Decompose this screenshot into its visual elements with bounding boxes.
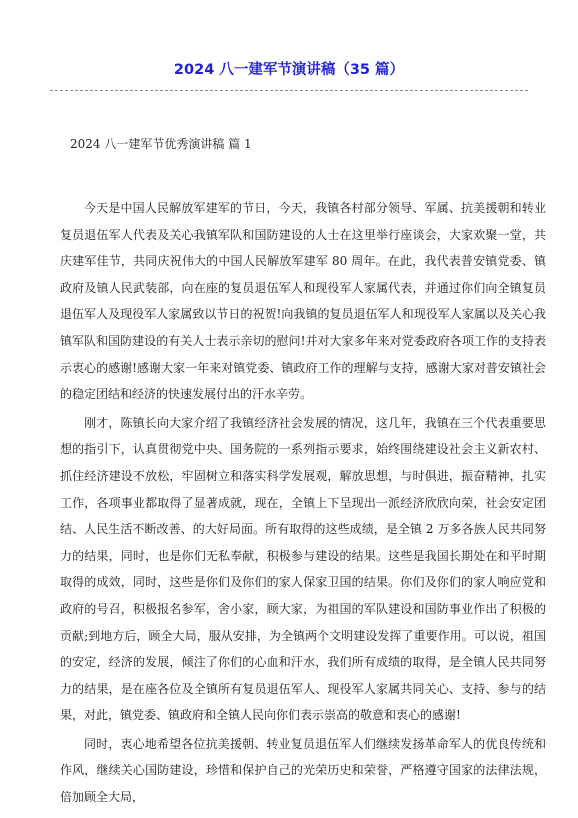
paragraph-3: 同时，衷心地希望各位抗美援朝、转业复员退伍军人们继续发扬革命军人的优良传统和作风，继续关心国防建设，珍惜和保护自己的光荣历史和荣誉，严格遵守国家的法律法规，倍加顾全大局， <box>60 736 546 805</box>
section-heading: 2024 八一建军节优秀演讲稿 篇 1 <box>70 137 252 151</box>
document-title: 2024 八一建军节演讲稿（35 篇） <box>173 62 405 78</box>
paragraph-2: 刚才，陈镇长向大家介绍了我镇经济社会发展的情况，这几年，我镇在三个代表重要思想的指引下，认真贯彻党中央、国务院的一系列指示要求，始终围绕建设社会主义新农村、抓住经济建设不放松，牢固树立和落实科学发展观，解放思想，与时俱进，振奋精神，扎实工作，各项事业都取得了显著成就，现在，全镇上下呈现出一派经济欣欣向荣，社会安定团结、人民生活不断改善、的大好局面。所有取得的这些成绩，是全镇 2 万多各族人民共同努力的结果，同时，也是你们无私奉献，积极参与建设的结果。这些是我国长期处在和平时期取得的成效，同时，这些是你们及你们的家人保家卫国的结果。你们及你们的家人响应党和政府的号召，积极报名参军，舍小家，顾大家，为祖国的军队建设和国防事业作出了积极的贡献;到地方后，顾全大局，服从安排，为全镇两个文明建设发挥了重要作用。可以说，祖国的安定，经济的发展，倾注了你们的心血和汗水，我们所有成绩的取得，是全镇人民共同努力的结果，是在座各位及全镇所有复员退伍军人、现役军人家属共同关心、支持、参与的结果，对此，镇党委、镇政府和全镇人民向你们表示崇高的敬意和衷心的感谢! <box>60 415 546 723</box>
title-divider <box>50 90 528 91</box>
body-text <box>60 195 546 813</box>
paragraph-1: 今天是中国人民解放军建军的节日，今天，我镇各村部分领导、军属、抗美援朝和转业复员退伍军人代表及关心我镇军队和国防建设的人士在这里举行座谈会，大家欢聚一堂，共庆建军佳节，共同庆祝伟大的中国人民解放军建军 80 周年。在此，我代表普安镇党委、镇政府及镇人民武装部，向在座的复员退伍军人和现役军人家属代表，并通过你们向全镇复员退伍军人及现役军人家属致以节日的祝贺!向我镇的复员退伍军人和现役军人家属以及关心我镇军队和国防建设的有关人士表示亲切的慰问!并对大家多年来对党委政府各项工作的支持表示衷心的感谢!感谢大家一年来对镇党委、镇政府工作的理解与支持，感谢大家对普安镇社会的稳定团结和经济的快速发展付出的汗水辛劳。 <box>60 201 546 402</box>
